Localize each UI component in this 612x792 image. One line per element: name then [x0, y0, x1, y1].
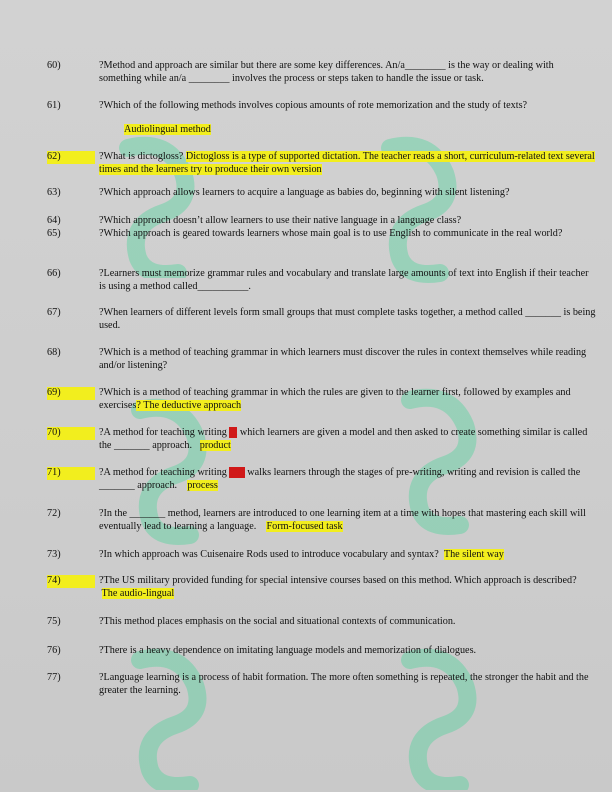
question-number: 67): [47, 307, 61, 318]
question-text: which learners are given a model and then asked to create something similar is called the _______ approach.: [99, 427, 588, 451]
question-text: ?There is a heavy dependence on imitating language models and memorization of dialogues.: [99, 645, 477, 656]
question-text: ?Which approach is geared towards learners whose main goal is to use English to communicate in the real world?: [99, 228, 563, 239]
answer-highlight: product: [199, 439, 231, 451]
answer-61: [124, 124, 211, 137]
answer-highlight: Audiolingual method: [124, 124, 211, 135]
question-number: 62): [47, 151, 95, 164]
question-text: ?Which is a method of teaching grammar in which learners must discover the rules in context themselves while reading and/or listening?: [99, 347, 587, 371]
question-text-wrap: [99, 427, 596, 452]
question-text: ?A method for teaching writing: [99, 427, 227, 438]
question-text: ?Which approach allows learners to acquire a language as babies do, beginning with silent listening?: [99, 187, 510, 198]
redaction-mark: that: [229, 467, 245, 478]
question-number: 65): [47, 228, 61, 239]
question-mark: ?: [136, 399, 141, 411]
question-text-wrap: [99, 575, 596, 600]
question-text: ?When learners of different levels form small groups that must complete tasks together, a method called _______ is being used.: [99, 307, 596, 331]
question-text: ?In which approach was Cuisenaire Rods used to introduce vocabulary and syntax?: [99, 549, 439, 560]
watermark-logo-icon: [370, 640, 520, 790]
question-number: 72): [47, 508, 61, 519]
question-number: 77): [47, 672, 61, 683]
question-text: ?Which approach doesn’t allow learners to use their native language in a language class?: [99, 215, 462, 226]
answer-highlight: Dictogloss is a type of supported dictation. The teacher reads a short, curriculum-related text several times and the learners try to produce their own version: [99, 151, 595, 175]
question-text: ?Method and approach are similar but there are some key differences. An/a________ is the way or dealing with something while an/a ________ involves the process or steps taken to handle the issue or task.: [99, 60, 554, 84]
question-text: ?A method for teaching writing: [99, 467, 227, 478]
question-number: 61): [47, 100, 61, 111]
question-text: ?Which is a method of teaching grammar in which the rules are given to the learner first, followed by examples and exercises: [99, 387, 571, 411]
question-number: 60): [47, 60, 61, 71]
question-text: walks learners through the stages of pre-writing, writing and revision is called the _______ approach.: [99, 467, 581, 491]
question-text-wrap: [99, 151, 596, 176]
answer-highlight: process: [187, 479, 218, 491]
question-number: 63): [47, 187, 61, 198]
question-number: 76): [47, 645, 61, 656]
answer-text: The deductive approach: [143, 399, 242, 411]
question-number: 75): [47, 616, 61, 627]
question-text: ?This method places emphasis on the social and situational contexts of communication.: [99, 616, 456, 627]
question-number: 68): [47, 347, 61, 358]
question-number: 64): [47, 215, 61, 226]
question-number: 66): [47, 268, 61, 279]
answer-highlight: The silent way: [443, 549, 504, 560]
watermark-logo-icon: [100, 640, 240, 790]
answer-highlight: [141, 400, 241, 411]
answer-highlight: Form-focused task: [266, 520, 343, 532]
question-text-wrap: [99, 387, 596, 412]
question-text: ?The US military provided funding for special intensive courses based on this method. Which approach is described?: [99, 575, 577, 586]
question-text-wrap: [99, 467, 596, 492]
question-text: ?What is dictogloss?: [99, 151, 184, 162]
question-number: 69): [47, 387, 95, 400]
question-number: 71): [47, 467, 95, 480]
question-number: 73): [47, 549, 61, 560]
answer-highlight: The audio-lingual: [101, 587, 175, 599]
question-text: ?Language learning is a process of habit formation. The more often something is repeated, the stronger the habit and the greater the learning.: [99, 672, 589, 696]
question-number: 74): [47, 575, 95, 588]
question-number: 70): [47, 427, 95, 440]
question-text: ?Learners must memorize grammar rules and vocabulary and translate large amounts of text into English if their teacher is using a method called__________.: [99, 268, 589, 292]
question-text: ?In the _______ method, learners are introduced to one learning item at a time with hopes that mastering each skill will eventually lead to learning a language.: [99, 508, 586, 532]
question-text-wrap: [99, 549, 596, 562]
redaction-mark: in: [229, 427, 238, 438]
question-text: ?Which of the following methods involves copious amounts of rote memorization and the study of texts?: [99, 100, 528, 111]
question-text-wrap: [99, 508, 596, 533]
